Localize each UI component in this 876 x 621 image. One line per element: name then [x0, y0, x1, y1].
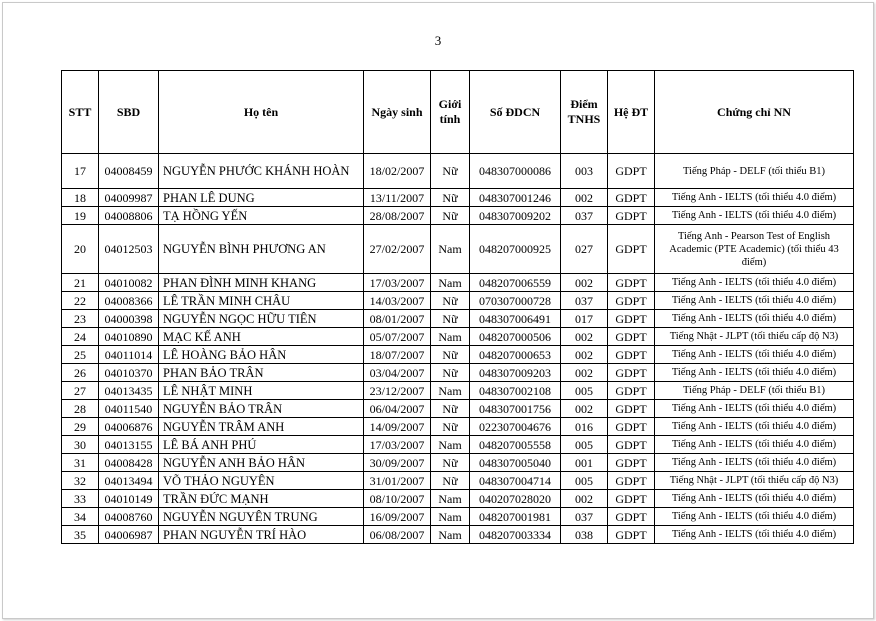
cell-score: 037	[561, 207, 608, 225]
cell-score: 027	[561, 225, 608, 274]
table-row	[62, 225, 854, 274]
cell-dob: 16/09/2007	[364, 508, 431, 526]
cell-certificate: Tiếng Anh - Pearson Test of English Academic (PTE Academic) (tối thiểu 43 điểm)	[655, 225, 854, 274]
cell-dob: 08/10/2007	[364, 490, 431, 508]
cell-certificate: Tiếng Anh - IELTS (tối thiểu 4.0 điểm)	[655, 310, 854, 328]
table-row	[62, 364, 854, 382]
cell-score: 037	[561, 292, 608, 310]
cell-score: 037	[561, 508, 608, 526]
cell-name: LÊ NHẬT MINH	[159, 382, 364, 400]
cell-sbd: 04010082	[99, 274, 159, 292]
header-diem-tnhs: Điểm TNHS	[561, 71, 608, 154]
cell-score: 038	[561, 526, 608, 544]
table-row	[62, 454, 854, 472]
cell-name: LÊ HOÀNG BẢO HÂN	[159, 346, 364, 364]
cell-program: GDPT	[608, 526, 655, 544]
cell-score: 005	[561, 472, 608, 490]
cell-gender: Nữ	[431, 454, 470, 472]
cell-stt: 28	[62, 400, 99, 418]
cell-gender: Nữ	[431, 310, 470, 328]
cell-id-number: 048307009202	[470, 207, 561, 225]
cell-program: GDPT	[608, 364, 655, 382]
cell-certificate: Tiếng Anh - IELTS (tối thiểu 4.0 điểm)	[655, 346, 854, 364]
cell-certificate: Tiếng Anh - IELTS (tối thiểu 4.0 điểm)	[655, 274, 854, 292]
cell-dob: 17/03/2007	[364, 436, 431, 454]
table-header-row	[62, 71, 854, 154]
table-row	[62, 346, 854, 364]
cell-program: GDPT	[608, 225, 655, 274]
cell-gender: Nam	[431, 490, 470, 508]
cell-id-number: 048207003334	[470, 526, 561, 544]
cell-dob: 17/03/2007	[364, 274, 431, 292]
cell-stt: 22	[62, 292, 99, 310]
cell-id-number: 048207000925	[470, 225, 561, 274]
header-sbd: SBD	[99, 71, 159, 154]
table-row	[62, 328, 854, 346]
candidate-table	[61, 70, 854, 544]
cell-dob: 13/11/2007	[364, 189, 431, 207]
cell-dob: 14/09/2007	[364, 418, 431, 436]
cell-id-number: 048207001981	[470, 508, 561, 526]
cell-sbd: 04010149	[99, 490, 159, 508]
cell-sbd: 04008428	[99, 454, 159, 472]
cell-sbd: 04012503	[99, 225, 159, 274]
cell-dob: 06/08/2007	[364, 526, 431, 544]
cell-certificate: Tiếng Anh - IELTS (tối thiểu 4.0 điểm)	[655, 436, 854, 454]
cell-sbd: 04010890	[99, 328, 159, 346]
cell-certificate: Tiếng Anh - IELTS (tối thiểu 4.0 điểm)	[655, 292, 854, 310]
cell-dob: 31/01/2007	[364, 472, 431, 490]
cell-sbd: 04000398	[99, 310, 159, 328]
cell-id-number: 048307001246	[470, 189, 561, 207]
cell-name: TẠ HỒNG YẾN	[159, 207, 364, 225]
header-ngay-sinh: Ngày sinh	[364, 71, 431, 154]
cell-certificate: Tiếng Anh - IELTS (tối thiểu 4.0 điểm)	[655, 508, 854, 526]
cell-program: GDPT	[608, 189, 655, 207]
cell-stt: 33	[62, 490, 99, 508]
cell-id-number: 048207000506	[470, 328, 561, 346]
cell-name: VÕ THẢO NGUYÊN	[159, 472, 364, 490]
table-row	[62, 418, 854, 436]
table-row	[62, 508, 854, 526]
cell-program: GDPT	[608, 472, 655, 490]
cell-name: NGUYỄN PHƯỚC KHÁNH HOÀN	[159, 154, 364, 189]
cell-gender: Nam	[431, 382, 470, 400]
cell-score: 002	[561, 189, 608, 207]
table-row	[62, 436, 854, 454]
table-body	[62, 154, 854, 544]
cell-id-number: 048207006559	[470, 274, 561, 292]
cell-stt: 19	[62, 207, 99, 225]
cell-sbd: 04006876	[99, 418, 159, 436]
cell-certificate: Tiếng Anh - IELTS (tối thiểu 4.0 điểm)	[655, 454, 854, 472]
cell-dob: 18/02/2007	[364, 154, 431, 189]
cell-dob: 30/09/2007	[364, 454, 431, 472]
cell-dob: 28/08/2007	[364, 207, 431, 225]
cell-sbd: 04009987	[99, 189, 159, 207]
cell-certificate: Tiếng Anh - IELTS (tối thiểu 4.0 điểm)	[655, 526, 854, 544]
cell-name: PHAN BẢO TRÂN	[159, 364, 364, 382]
cell-gender: Nam	[431, 508, 470, 526]
cell-program: GDPT	[608, 328, 655, 346]
table-row	[62, 189, 854, 207]
cell-dob: 27/02/2007	[364, 225, 431, 274]
cell-gender: Nam	[431, 328, 470, 346]
cell-program: GDPT	[608, 418, 655, 436]
table-row	[62, 382, 854, 400]
cell-program: GDPT	[608, 400, 655, 418]
cell-score: 002	[561, 364, 608, 382]
header-chung-chi: Chứng chỉ NN	[655, 71, 854, 154]
cell-sbd: 04011540	[99, 400, 159, 418]
cell-stt: 18	[62, 189, 99, 207]
cell-id-number: 048207005558	[470, 436, 561, 454]
cell-stt: 27	[62, 382, 99, 400]
cell-stt: 26	[62, 364, 99, 382]
cell-gender: Nữ	[431, 189, 470, 207]
table-row	[62, 274, 854, 292]
cell-name: PHAN LÊ DUNG	[159, 189, 364, 207]
cell-score: 002	[561, 490, 608, 508]
cell-stt: 30	[62, 436, 99, 454]
cell-stt: 34	[62, 508, 99, 526]
cell-score: 002	[561, 328, 608, 346]
cell-score: 003	[561, 154, 608, 189]
cell-id-number: 048207000653	[470, 346, 561, 364]
cell-program: GDPT	[608, 274, 655, 292]
cell-name: NGUYỄN TRÂM ANH	[159, 418, 364, 436]
cell-gender: Nữ	[431, 207, 470, 225]
cell-id-number: 048307006491	[470, 310, 561, 328]
cell-gender: Nữ	[431, 400, 470, 418]
cell-certificate: Tiếng Anh - IELTS (tối thiểu 4.0 điểm)	[655, 490, 854, 508]
table-row	[62, 400, 854, 418]
cell-name: NGUYỄN ANH BẢO HÂN	[159, 454, 364, 472]
cell-dob: 23/12/2007	[364, 382, 431, 400]
cell-certificate: Tiếng Anh - IELTS (tối thiểu 4.0 điểm)	[655, 364, 854, 382]
cell-id-number: 048307004714	[470, 472, 561, 490]
cell-gender: Nữ	[431, 418, 470, 436]
cell-stt: 31	[62, 454, 99, 472]
cell-program: GDPT	[608, 490, 655, 508]
cell-score: 005	[561, 382, 608, 400]
cell-program: GDPT	[608, 154, 655, 189]
table-row	[62, 526, 854, 544]
cell-program: GDPT	[608, 207, 655, 225]
cell-sbd: 04008459	[99, 154, 159, 189]
table-row	[62, 472, 854, 490]
cell-dob: 05/07/2007	[364, 328, 431, 346]
cell-stt: 25	[62, 346, 99, 364]
cell-id-number: 048307005040	[470, 454, 561, 472]
cell-program: GDPT	[608, 436, 655, 454]
cell-gender: Nam	[431, 225, 470, 274]
cell-id-number: 048307001756	[470, 400, 561, 418]
cell-program: GDPT	[608, 346, 655, 364]
cell-name: NGUYỄN NGỌC HỮU TIÊN	[159, 310, 364, 328]
cell-score: 002	[561, 274, 608, 292]
cell-gender: Nữ	[431, 364, 470, 382]
cell-id-number: 070307000728	[470, 292, 561, 310]
cell-program: GDPT	[608, 454, 655, 472]
cell-gender: Nữ	[431, 292, 470, 310]
cell-stt: 29	[62, 418, 99, 436]
cell-certificate: Tiếng Anh - IELTS (tối thiểu 4.0 điểm)	[655, 189, 854, 207]
cell-name: PHAN NGUYỄN TRÍ HÀO	[159, 526, 364, 544]
cell-name: PHAN ĐÌNH MINH KHANG	[159, 274, 364, 292]
cell-sbd: 04008806	[99, 207, 159, 225]
cell-sbd: 04008760	[99, 508, 159, 526]
cell-score: 001	[561, 454, 608, 472]
cell-id-number: 048307002108	[470, 382, 561, 400]
cell-stt: 24	[62, 328, 99, 346]
table-row	[62, 490, 854, 508]
header-so-ddcn: Số ĐDCN	[470, 71, 561, 154]
header-he-dt: Hệ ĐT	[608, 71, 655, 154]
cell-gender: Nữ	[431, 154, 470, 189]
cell-gender: Nam	[431, 436, 470, 454]
cell-dob: 14/03/2007	[364, 292, 431, 310]
cell-sbd: 04013494	[99, 472, 159, 490]
cell-sbd: 04010370	[99, 364, 159, 382]
cell-score: 017	[561, 310, 608, 328]
cell-certificate: Tiếng Pháp - DELF (tối thiểu B1)	[655, 382, 854, 400]
cell-certificate: Tiếng Pháp - DELF (tối thiểu B1)	[655, 154, 854, 189]
cell-id-number: 048307009203	[470, 364, 561, 382]
cell-certificate: Tiếng Nhật - JLPT (tối thiểu cấp độ N3)	[655, 472, 854, 490]
cell-certificate: Tiếng Nhật - JLPT (tối thiểu cấp độ N3)	[655, 328, 854, 346]
header-stt: STT	[62, 71, 99, 154]
table-row	[62, 154, 854, 189]
cell-dob: 06/04/2007	[364, 400, 431, 418]
cell-score: 016	[561, 418, 608, 436]
cell-score: 005	[561, 436, 608, 454]
cell-gender: Nữ	[431, 346, 470, 364]
cell-name: NGUYỄN BẢO TRÂN	[159, 400, 364, 418]
cell-id-number: 040207028020	[470, 490, 561, 508]
table-row	[62, 207, 854, 225]
cell-score: 002	[561, 346, 608, 364]
cell-name: NGUYỄN BÌNH PHƯƠNG AN	[159, 225, 364, 274]
cell-id-number: 048307000086	[470, 154, 561, 189]
table-row	[62, 310, 854, 328]
cell-stt: 23	[62, 310, 99, 328]
cell-certificate: Tiếng Anh - IELTS (tối thiểu 4.0 điểm)	[655, 400, 854, 418]
cell-name: MẠC KẾ ANH	[159, 328, 364, 346]
cell-gender: Nam	[431, 274, 470, 292]
cell-stt: 35	[62, 526, 99, 544]
header-gioi-tinh: Giới tính	[431, 71, 470, 154]
cell-stt: 17	[62, 154, 99, 189]
cell-gender: Nữ	[431, 472, 470, 490]
cell-program: GDPT	[608, 382, 655, 400]
cell-score: 002	[561, 400, 608, 418]
cell-name: LÊ BÁ ANH PHÚ	[159, 436, 364, 454]
cell-program: GDPT	[608, 508, 655, 526]
cell-name: TRẦN ĐỨC MẠNH	[159, 490, 364, 508]
cell-sbd: 04006987	[99, 526, 159, 544]
cell-dob: 03/04/2007	[364, 364, 431, 382]
cell-certificate: Tiếng Anh - IELTS (tối thiểu 4.0 điểm)	[655, 418, 854, 436]
header-ho-ten: Họ tên	[159, 71, 364, 154]
cell-certificate: Tiếng Anh - IELTS (tối thiểu 4.0 điểm)	[655, 207, 854, 225]
cell-dob: 18/07/2007	[364, 346, 431, 364]
page-number: 3	[434, 33, 442, 48]
cell-sbd: 04008366	[99, 292, 159, 310]
cell-sbd: 04013435	[99, 382, 159, 400]
cell-name: LÊ TRẦN MINH CHÂU	[159, 292, 364, 310]
cell-id-number: 022307004676	[470, 418, 561, 436]
cell-name: NGUYỄN NGUYÊN TRUNG	[159, 508, 364, 526]
cell-stt: 21	[62, 274, 99, 292]
cell-stt: 20	[62, 225, 99, 274]
table-row	[62, 292, 854, 310]
cell-sbd: 04011014	[99, 346, 159, 364]
cell-sbd: 04013155	[99, 436, 159, 454]
cell-dob: 08/01/2007	[364, 310, 431, 328]
cell-program: GDPT	[608, 310, 655, 328]
cell-program: GDPT	[608, 292, 655, 310]
cell-stt: 32	[62, 472, 99, 490]
cell-gender: Nam	[431, 526, 470, 544]
